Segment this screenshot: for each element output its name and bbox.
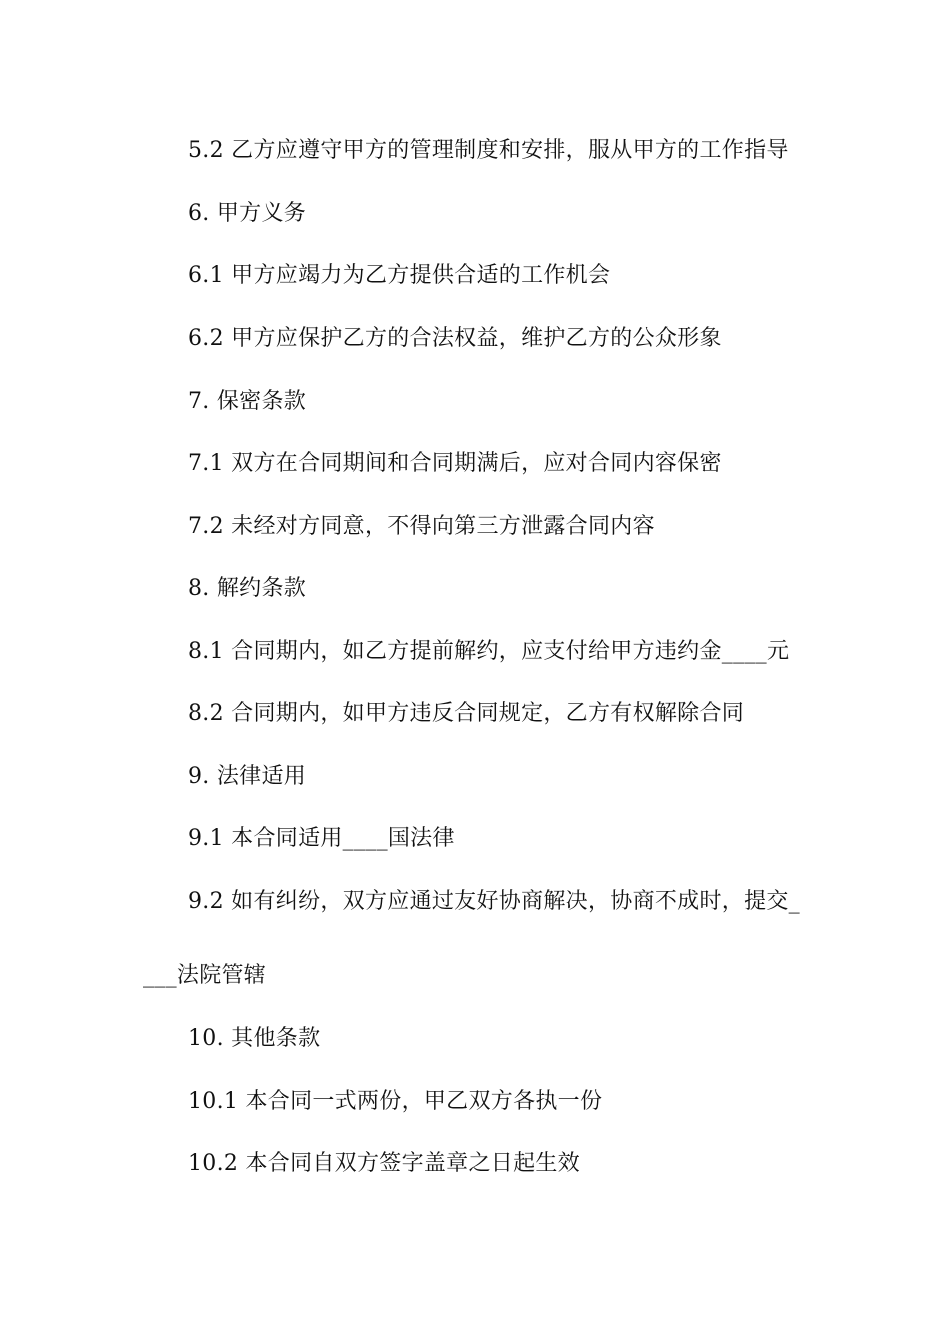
clause-8-1: 8.1 合同期内，如乙方提前解约，应支付给甲方违约金____元 (188, 639, 790, 664)
clause-9-1: 9.1 本合同适用____国法律 (188, 826, 455, 851)
section-7-heading: 7. 保密条款 (188, 389, 307, 414)
clause-10-1: 10.1 本合同一式两份，甲乙双方各执一份 (188, 1089, 603, 1114)
clause-6-1: 6.1 甲方应竭力为乙方提供合适的工作机会 (188, 263, 611, 288)
section-6-heading: 6. 甲方义务 (188, 201, 307, 226)
clause-5-2: 5.2 乙方应遵守甲方的管理制度和安排，服从甲方的工作指导 (188, 138, 789, 163)
clause-7-1: 7.1 双方在合同期间和合同期满后，应对合同内容保密 (188, 451, 722, 476)
section-9-heading: 9. 法律适用 (188, 764, 307, 789)
clause-8-2: 8.2 合同期内，如甲方违反合同规定，乙方有权解除合同 (188, 701, 745, 726)
clause-7-2: 7.2 未经对方同意，不得向第三方泄露合同内容 (188, 514, 655, 539)
clause-10-2: 10.2 本合同自双方签字盖章之日起生效 (188, 1151, 580, 1176)
section-10-heading: 10. 其他条款 (188, 1026, 321, 1051)
clause-9-2-continued: ___法院管辖 (143, 963, 267, 988)
clause-9-2: 9.2 如有纠纷，双方应通过友好协商解决，协商不成时，提交_ (188, 889, 800, 914)
section-8-heading: 8. 解约条款 (188, 576, 307, 601)
clause-6-2: 6.2 甲方应保护乙方的合法权益，维护乙方的公众形象 (188, 326, 722, 351)
